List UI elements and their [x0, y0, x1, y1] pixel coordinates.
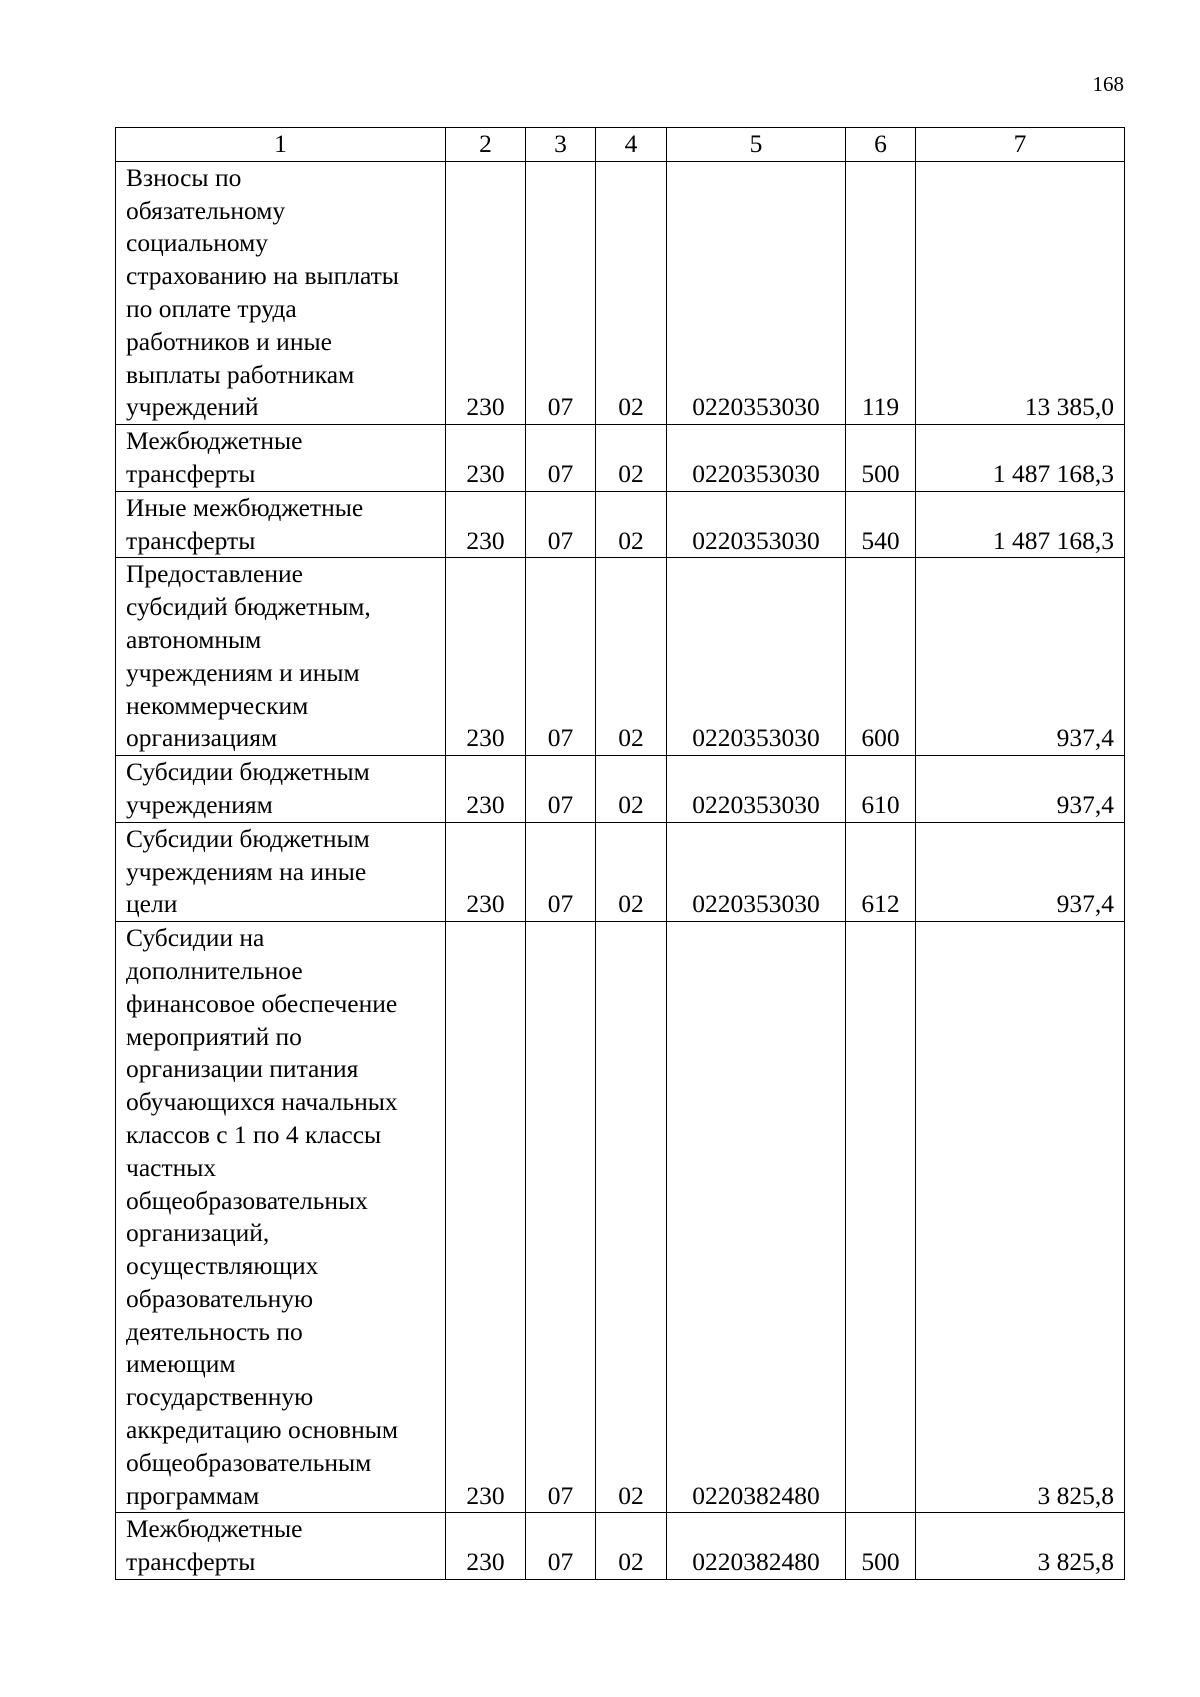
- cell-col-7: 13 385,0: [916, 161, 1125, 424]
- row-name-line: дополнительное: [126, 955, 303, 985]
- table-row: [116, 922, 1125, 1513]
- cell-col-7: 937,4: [916, 822, 1125, 921]
- cell-col-1: [116, 425, 446, 492]
- cell-col-2: 230: [446, 822, 526, 921]
- cell-col-6: 500: [846, 1513, 916, 1580]
- cell-col-7: 937,4: [916, 756, 1125, 823]
- cell-col-2: 230: [446, 161, 526, 424]
- row-name-line: осуществляющих: [126, 1251, 319, 1281]
- cell-col-1: [116, 822, 446, 921]
- row-name-line: организации питания: [126, 1054, 359, 1084]
- header-col-3: 3: [526, 128, 596, 162]
- cell-col-4: 02: [596, 558, 667, 756]
- row-name-line: Межбюджетные: [126, 1514, 303, 1544]
- row-name-line: мероприятий по: [126, 1021, 302, 1051]
- row-name-line: классов с 1 по 4 классы: [126, 1119, 382, 1149]
- row-name-line: организаций,: [126, 1218, 270, 1248]
- cell-col-5: 0220353030: [667, 822, 846, 921]
- cell-col-5: 0220382480: [667, 1513, 846, 1580]
- cell-col-4: 02: [596, 491, 667, 558]
- row-name-line: трансферты: [126, 1547, 256, 1577]
- row-name-line: финансовое обеспечение: [126, 988, 398, 1018]
- cell-col-5: 0220353030: [667, 491, 846, 558]
- row-name-line: социальному: [126, 228, 269, 258]
- header-row: [116, 128, 1125, 162]
- cell-col-2: 230: [446, 491, 526, 558]
- row-name-line: аккредитацию основным: [126, 1415, 398, 1445]
- cell-col-3: 07: [526, 756, 596, 823]
- row-name-line: государственную: [126, 1382, 314, 1412]
- cell-col-5: 0220353030: [667, 756, 846, 823]
- row-name-line: некоммерческим: [126, 690, 309, 720]
- cell-col-3: 07: [526, 1513, 596, 1580]
- row-name-line: автономным: [126, 624, 262, 654]
- cell-col-2: 230: [446, 756, 526, 823]
- row-name-line: субсидий бюджетным,: [126, 592, 371, 622]
- row-name-line: деятельность по: [126, 1316, 303, 1346]
- cell-col-1: [116, 491, 446, 558]
- cell-col-5: 0220353030: [667, 425, 846, 492]
- cell-col-5: 0220382480: [667, 922, 846, 1513]
- header-col-6: 6: [846, 128, 916, 162]
- row-name-line: трансферты: [126, 525, 256, 555]
- cell-col-5: 0220353030: [667, 161, 846, 424]
- cell-col-1: [116, 922, 446, 1513]
- cell-col-1: [116, 161, 446, 424]
- row-name-line: учреждениям и иным: [126, 657, 360, 687]
- cell-col-6: 540: [846, 491, 916, 558]
- row-name-line: Иные межбюджетные: [126, 492, 364, 522]
- row-name-line: образовательную: [126, 1283, 314, 1313]
- cell-col-1: [116, 558, 446, 756]
- row-name-line: Взносы по: [126, 162, 242, 192]
- table-row: [116, 558, 1125, 756]
- cell-col-7: 3 825,8: [916, 922, 1125, 1513]
- row-name-line: Субсидии бюджетным: [126, 823, 370, 853]
- cell-col-6: 610: [846, 756, 916, 823]
- row-name-line: учреждениям: [126, 789, 273, 819]
- cell-col-3: 07: [526, 822, 596, 921]
- cell-col-4: 02: [596, 425, 667, 492]
- cell-col-3: 07: [526, 491, 596, 558]
- table-row: [116, 756, 1125, 823]
- cell-col-3: 07: [526, 161, 596, 424]
- cell-col-3: 07: [526, 425, 596, 492]
- table-row: [116, 161, 1125, 424]
- cell-col-2: 230: [446, 425, 526, 492]
- cell-col-2: 230: [446, 922, 526, 1513]
- cell-col-4: 02: [596, 922, 667, 1513]
- cell-col-2: 230: [446, 558, 526, 756]
- row-name-line: по оплате труда: [126, 293, 297, 323]
- header-col-1: 1: [116, 128, 446, 162]
- table-row: [116, 822, 1125, 921]
- cell-col-2: 230: [446, 1513, 526, 1580]
- cell-col-4: 02: [596, 756, 667, 823]
- row-name-line: обучающихся начальных: [126, 1087, 398, 1117]
- cell-col-6: 612: [846, 822, 916, 921]
- table-row: [116, 1513, 1125, 1580]
- row-name-line: цели: [126, 889, 178, 919]
- row-name-line: трансферты: [126, 458, 256, 488]
- cell-col-3: 07: [526, 922, 596, 1513]
- cell-col-3: 07: [526, 558, 596, 756]
- budget-table: [115, 127, 1125, 1580]
- row-name-line: программам: [126, 1480, 260, 1510]
- row-name-line: общеобразовательных: [126, 1185, 368, 1215]
- header-col-4: 4: [596, 128, 667, 162]
- row-name-line: учреждений: [126, 392, 259, 422]
- cell-col-6: 500: [846, 425, 916, 492]
- row-name-line: обязательному: [126, 195, 286, 225]
- row-name-line: учреждениям на иные: [126, 856, 367, 886]
- cell-col-7: 1 487 168,3: [916, 491, 1125, 558]
- cell-col-4: 02: [596, 1513, 667, 1580]
- row-name-line: выплаты работникам: [126, 359, 355, 389]
- row-name-line: организациям: [126, 723, 278, 753]
- cell-col-7: 1 487 168,3: [916, 425, 1125, 492]
- header-col-7: 7: [916, 128, 1125, 162]
- page-number: 168: [1092, 72, 1124, 96]
- cell-col-6: 600: [846, 558, 916, 756]
- table-body: [116, 161, 1125, 1579]
- row-name-line: общеобразовательным: [126, 1447, 372, 1477]
- cell-col-5: 0220353030: [667, 558, 846, 756]
- row-name-line: имеющим: [126, 1349, 236, 1379]
- row-name-line: Предоставление: [126, 559, 303, 589]
- row-name-line: Субсидии на: [126, 923, 265, 953]
- table-row: [116, 491, 1125, 558]
- cell-col-4: 02: [596, 161, 667, 424]
- cell-col-1: [116, 756, 446, 823]
- cell-col-4: 02: [596, 822, 667, 921]
- header-col-2: 2: [446, 128, 526, 162]
- row-name-line: частных: [126, 1152, 217, 1182]
- header-col-5: 5: [667, 128, 846, 162]
- row-name-line: страхованию на выплаты: [126, 261, 399, 291]
- row-name-line: Межбюджетные: [126, 426, 303, 456]
- cell-col-7: 3 825,8: [916, 1513, 1125, 1580]
- table-row: [116, 425, 1125, 492]
- cell-col-7: 937,4: [916, 558, 1125, 756]
- cell-col-6: [846, 922, 916, 1513]
- row-name-line: работников и иные: [126, 326, 332, 356]
- row-name-line: Субсидии бюджетным: [126, 757, 370, 787]
- cell-col-1: [116, 1513, 446, 1580]
- cell-col-6: 119: [846, 161, 916, 424]
